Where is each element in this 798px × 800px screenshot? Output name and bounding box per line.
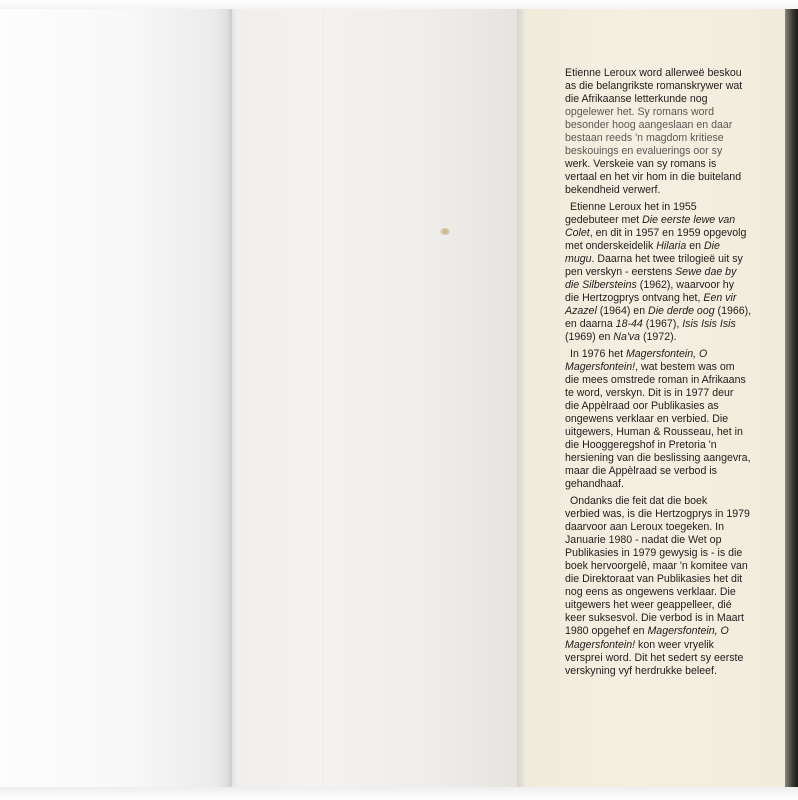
text-run: bekendheid verwerf. bbox=[565, 184, 661, 197]
text-run: , wat bestem was om bbox=[635, 361, 735, 374]
blurb-line bbox=[565, 145, 783, 158]
blurb-line bbox=[565, 639, 783, 652]
text-run: bestaan reeds 'n magdom kritiese bbox=[565, 132, 724, 145]
blurb-line bbox=[565, 560, 783, 573]
text-run: daarvoor aan Leroux toegeken. In bbox=[565, 521, 725, 534]
text-run: versprei word. Dit het sedert sy eerste bbox=[565, 651, 744, 664]
blurb-line bbox=[565, 318, 783, 331]
blurb-line bbox=[565, 495, 783, 508]
italic-title: Die bbox=[703, 240, 720, 253]
blurb-paragraph bbox=[565, 201, 783, 345]
blurb-line bbox=[565, 184, 783, 197]
blurb-line bbox=[565, 400, 783, 413]
blurb-line bbox=[565, 158, 783, 171]
blurb-line bbox=[565, 361, 783, 374]
text-run: Publikasies in 1979 gewysig is - is die bbox=[565, 547, 743, 560]
italic-title: Sewe dae by bbox=[675, 266, 737, 279]
text-run: (1969) en bbox=[565, 331, 614, 344]
text-run: werk. Verskeie van sy romans is bbox=[565, 158, 717, 171]
italic-title: Colet bbox=[565, 227, 590, 240]
blurb-line bbox=[565, 80, 783, 93]
top-margin bbox=[0, 0, 798, 9]
text-run: die Hooggeregshof in Pretoria 'n bbox=[565, 439, 717, 452]
blurb-line bbox=[565, 305, 783, 318]
blurb-line bbox=[565, 201, 783, 214]
text-run: hersiening van die beslissing aangevra, bbox=[565, 452, 751, 465]
blurb-line bbox=[565, 652, 783, 665]
text-run: (1964) en bbox=[596, 305, 649, 318]
italic-title: Hilaria bbox=[656, 240, 687, 253]
text-run: die mees omstrede roman in Afrikaans bbox=[565, 374, 746, 387]
blurb-line bbox=[565, 331, 783, 344]
blurb-line bbox=[565, 534, 783, 547]
text-run: met onderskeidelik bbox=[565, 240, 657, 253]
blurb-line bbox=[565, 240, 783, 253]
endpaper-page bbox=[0, 9, 232, 787]
text-run: boek hervoorgelê, maar 'n komitee van bbox=[565, 560, 748, 573]
paper-speck bbox=[440, 228, 450, 235]
blurb-line bbox=[565, 586, 783, 599]
blurb-line bbox=[565, 266, 783, 279]
blurb-line bbox=[565, 508, 783, 521]
text-run: 1980 opgehef en bbox=[565, 625, 648, 638]
text-run: keer suksesvol. Die verbod is in Maart bbox=[565, 612, 744, 625]
italic-title: Magersfontein! bbox=[565, 361, 636, 374]
board-fold-line bbox=[323, 9, 325, 787]
flap-edge-shadow bbox=[785, 9, 798, 787]
text-run: gehandhaaf. bbox=[565, 478, 624, 491]
italic-title: 18-44 bbox=[615, 318, 643, 331]
blurb-line bbox=[565, 106, 783, 119]
italic-title: Die derde oog bbox=[648, 305, 715, 318]
text-run: . Daarna het twee trilogieë uit sy bbox=[591, 253, 743, 266]
text-run: kon weer vryelik bbox=[635, 638, 714, 651]
blurb-line bbox=[565, 67, 783, 80]
text-run: opgelewer het. Sy romans word bbox=[565, 106, 714, 119]
blurb-line bbox=[565, 665, 783, 678]
text-run: ongewens verklaar en verbied. Die bbox=[565, 413, 729, 426]
italic-title: Azazel bbox=[565, 305, 597, 318]
blurb-line bbox=[565, 599, 783, 612]
blurb-line bbox=[565, 625, 783, 638]
blurb-line bbox=[565, 465, 783, 478]
text-run: as die belangrikste romanskrywer wat bbox=[565, 80, 743, 93]
inside-cover-board bbox=[236, 9, 520, 787]
text-run: die Hertzogprys ontvang het, bbox=[565, 292, 704, 305]
blurb-line bbox=[565, 119, 783, 132]
text-run: (1967), bbox=[642, 318, 683, 331]
text-run: (1972). bbox=[640, 331, 677, 344]
blurb-paragraph bbox=[565, 495, 783, 678]
text-run: die Direktoraat van Publikasies het dit bbox=[565, 573, 743, 586]
italic-title: Die eerste lewe van bbox=[642, 214, 736, 227]
blurb-line bbox=[565, 452, 783, 465]
text-run: pen verskyn - eerstens bbox=[565, 266, 676, 279]
italic-title: Na'va bbox=[613, 331, 641, 344]
text-run: die Appèlraad oor Publikasies as bbox=[565, 400, 719, 413]
text-run: In 1976 het bbox=[570, 347, 626, 360]
blurb-line bbox=[565, 227, 783, 240]
blurb-line bbox=[565, 547, 783, 560]
text-run: (1966), bbox=[714, 305, 752, 318]
text-run: gedebuteer met bbox=[565, 214, 643, 227]
text-run: nog eens as ongewens verklaar. Die bbox=[565, 586, 736, 599]
text-run: uitgewers, Human & Rousseau, het in bbox=[565, 426, 743, 439]
text-run: Etienne Leroux word allerweë beskou bbox=[565, 67, 742, 79]
italic-title: Isis Isis Isis bbox=[682, 318, 736, 331]
flap-blurb-text bbox=[565, 67, 783, 767]
blurb-line bbox=[565, 292, 783, 305]
text-run: vertaal en het vir hom in die buiteland bbox=[565, 171, 742, 184]
blurb-line bbox=[565, 521, 783, 534]
blurb-line bbox=[565, 573, 783, 586]
blurb-line bbox=[565, 132, 783, 145]
blurb-line bbox=[565, 439, 783, 452]
blurb-paragraph bbox=[565, 67, 783, 197]
text-run: te word, verskyn. Dit is in 1977 deur bbox=[565, 387, 734, 400]
flap-fold-edge bbox=[517, 9, 525, 787]
blurb-line bbox=[565, 214, 783, 227]
text-run: , en dit in 1957 en 1959 opgevolg bbox=[589, 227, 747, 240]
blurb-line bbox=[565, 374, 783, 387]
italic-title: Magersfontein! bbox=[565, 638, 636, 651]
text-run: maar die Appèlraad se verbod is bbox=[565, 465, 717, 478]
text-run: Etienne Leroux het in 1955 bbox=[570, 200, 697, 213]
text-run: verbied was, is die Hertzogprys in 1979 bbox=[565, 508, 750, 521]
blurb-line bbox=[565, 93, 783, 106]
text-run: uitgewers het weer geappelleer, dié bbox=[565, 599, 732, 612]
blurb-paragraph bbox=[565, 348, 783, 492]
text-run: Ondanks die feit dat die boek bbox=[570, 495, 708, 507]
blurb-line bbox=[565, 348, 783, 361]
text-run: besonder hoog aangeslaan en daar bbox=[565, 119, 733, 132]
text-run: Januarie 1980 - nadat die Wet op bbox=[565, 534, 722, 547]
text-run: die Afrikaanse letterkunde nog bbox=[565, 93, 708, 106]
text-run: beskouings en evaluerings oor sy bbox=[565, 145, 723, 158]
text-run: en daarna bbox=[565, 318, 616, 331]
blurb-line bbox=[565, 171, 783, 184]
text-run: verskyning vyf herdrukke beleef. bbox=[565, 664, 717, 677]
blurb-line bbox=[565, 387, 783, 400]
blurb-line bbox=[565, 413, 783, 426]
italic-title: Magersfontein, O bbox=[647, 625, 729, 638]
italic-title: mugu bbox=[565, 253, 592, 266]
text-run: en bbox=[686, 240, 704, 253]
blurb-line bbox=[565, 426, 783, 439]
bottom-margin bbox=[0, 787, 798, 800]
text-run: (1962), waarvoor hy bbox=[636, 279, 734, 292]
italic-title: die Silbersteins bbox=[565, 279, 637, 292]
italic-title: Magersfontein, O bbox=[625, 347, 708, 360]
italic-title: Een vir bbox=[703, 292, 737, 305]
blurb-line bbox=[565, 279, 783, 292]
blurb-line bbox=[565, 478, 783, 491]
blurb-line bbox=[565, 612, 783, 625]
blurb-line bbox=[565, 253, 783, 266]
